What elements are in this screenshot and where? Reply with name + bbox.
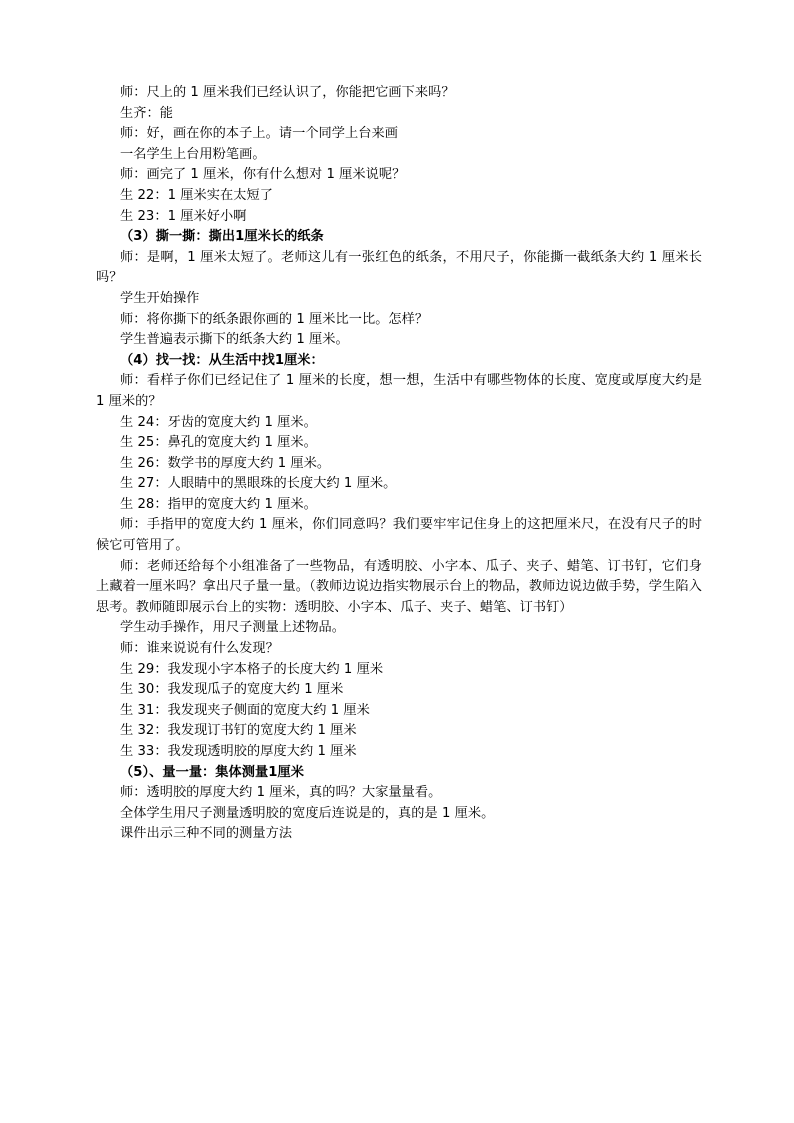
paragraph: 生 28：指甲的宽度大约 1 厘米。 [120, 496, 317, 512]
paragraph: 生 25：鼻孔的宽度大约 1 厘米。 [120, 435, 317, 451]
paragraph: 师：尺上的 1 厘米我们已经认识了，你能把它画下来吗？ [120, 85, 455, 100]
paragraph: 一名学生上台用粉笔画。 [120, 146, 266, 162]
paragraph: 生 33：我发现透明胶的厚度大约 1 厘米 [120, 744, 357, 759]
paragraph: 生 23：1 厘米好小啊 [120, 208, 247, 224]
paragraph: 师：将你撕下的纸条跟你画的 1 厘米比一比。怎样？ [120, 311, 429, 327]
section-heading: （3）撕一撕：撕出1厘米长的纸条 [120, 229, 324, 245]
paragraph: 生 24：牙齿的宽度大约 1 厘米。 [120, 414, 317, 430]
paragraph: 师：透明胶的厚度大约 1 厘米，真的吗？大家量量看。 [120, 785, 442, 801]
paragraph: 师：好，画在你的本子上。请一个同学上台来画 [120, 126, 398, 142]
paragraph: 全体学生用尺子测量透明胶的宽度后连说是的，真的是 1 厘米。 [120, 805, 495, 821]
paragraph: 生 31：我发现夹子侧面的宽度大约 1 厘米 [120, 702, 370, 718]
section-heading: （5）、量一量：集体测量1厘米 [120, 764, 304, 780]
section-heading: （4）找一找：从生活中找1厘米： [120, 352, 324, 368]
paragraph: 生 29：我发现小字本格子的长度大约 1 厘米 [120, 661, 384, 677]
paragraph: 生 26：数学书的厚度大约 1 厘米。 [120, 455, 331, 471]
paragraph: 学生动手操作，用尺子测量上述物品。 [120, 620, 346, 636]
paragraph: 生 30：我发现瓜子的宽度大约 1 厘米 [120, 682, 344, 698]
paragraph: 师：谁来说说有什么发现？ [120, 641, 279, 657]
paragraph: 生 22：1 厘米实在太短了 [120, 187, 273, 203]
paragraph: 师：画完了 1 厘米，你有什么想对 1 厘米说呢？ [120, 167, 406, 183]
paragraph: 师：老师还给每个小组准备了一些物品，有透明胶、小字本、瓜子、夹子、蜡笔、订书钉，它们身上藏着一厘米吗？拿出尺子量一量。（教师边说边指实物展示台上的物品，教师边说边做手势，学生陷入思考。教师随即展示台上的实物：透明胶、小字本、瓜子、夹子、蜡笔、订书钉） [96, 558, 702, 615]
paragraph: 师：手指甲的宽度大约 1 厘米，你们同意吗？我们要牢牢记住身上的这把厘米尺，在没有尺子的时候它可管用了。 [96, 517, 702, 554]
document-body [96, 83, 702, 845]
paragraph: 学生开始操作 [120, 290, 200, 306]
paragraph: 课件出示三种不同的测量方法 [120, 826, 293, 842]
paragraph: 生齐：能 [120, 105, 173, 121]
paragraph: 学生普遍表示撕下的纸条大约 1 厘米。 [120, 332, 349, 348]
paragraph: 师：是啊，1 厘米太短了。老师这儿有一张红色的纸条，不用尺子，你能撕一截纸条大约 1 厘米长吗？ [96, 249, 702, 286]
paragraph: 生 27：人眼睛中的黑眼珠的长度大约 1 厘米。 [120, 476, 397, 492]
paragraph: 师：看样子你们已经记住了 1 厘米的长度，想一想，生活中有哪些物体的长度、宽度或厚度大约是 1 厘米的？ [96, 373, 702, 409]
paragraph: 生 32：我发现订书钉的宽度大约 1 厘米 [120, 723, 357, 739]
